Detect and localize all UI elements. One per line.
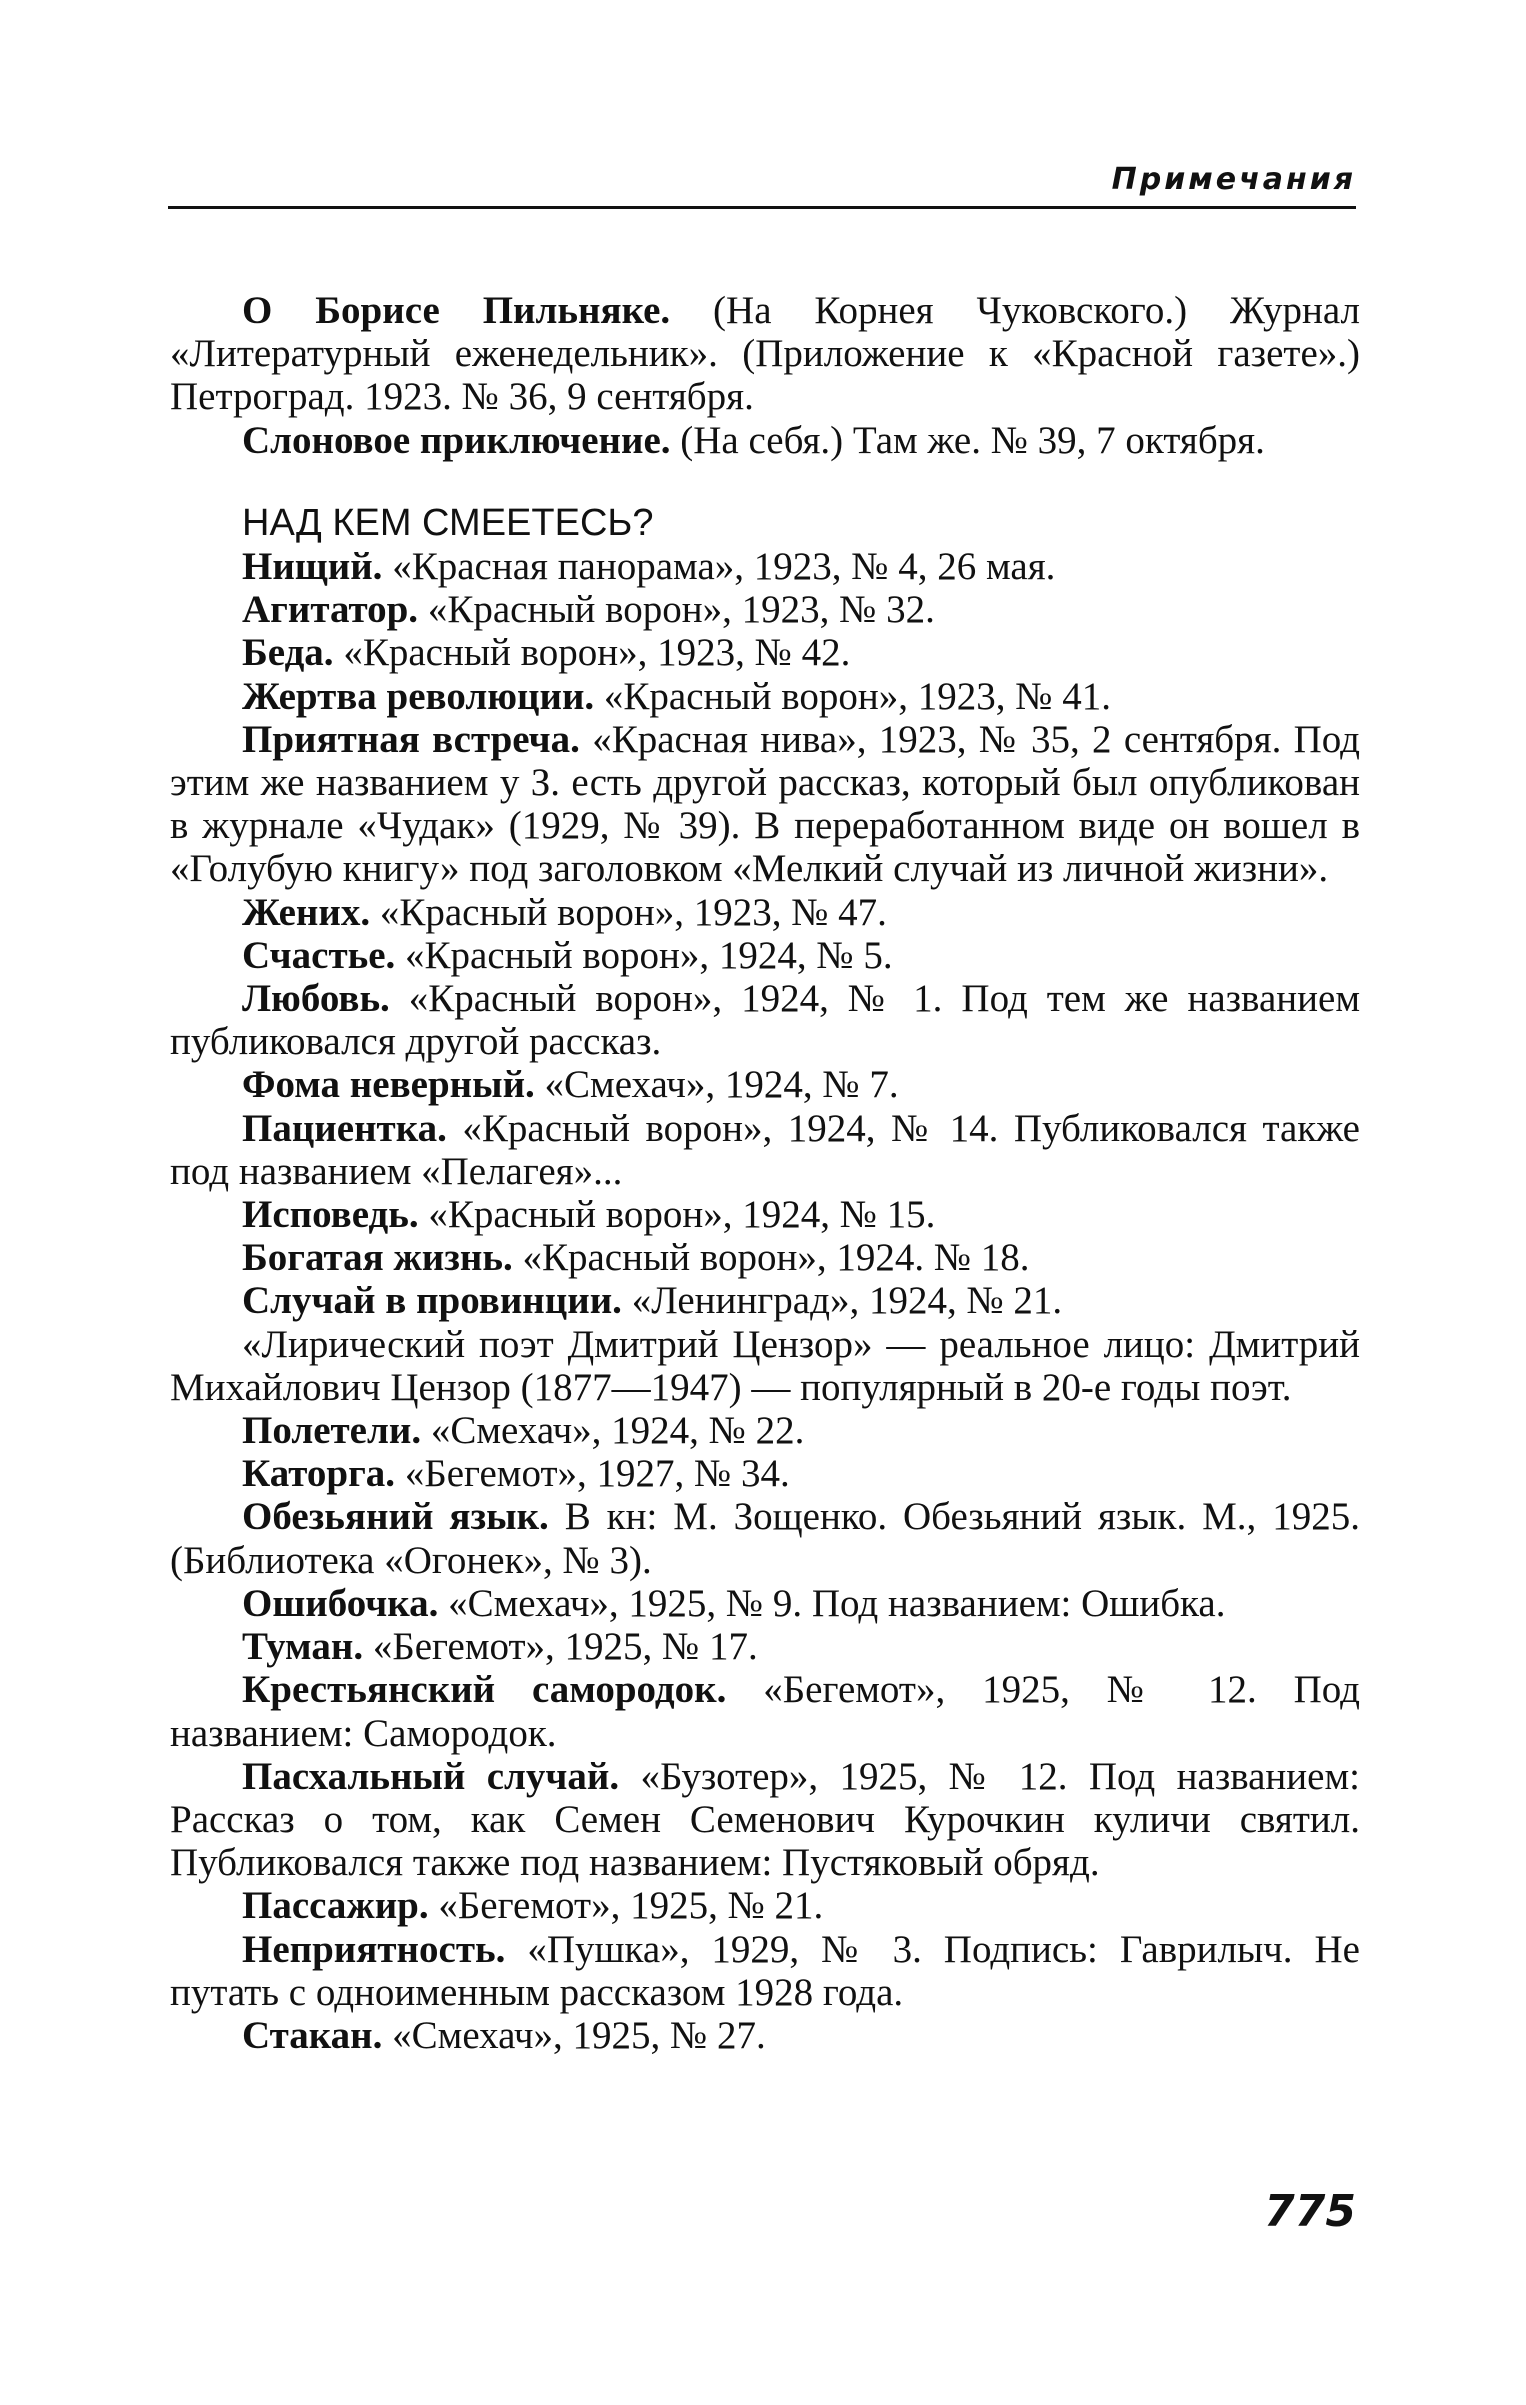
note-text: «Смехач», 1924, № 7. xyxy=(534,1063,899,1107)
note-entry xyxy=(170,1495,1360,1581)
note-title: Каторга. xyxy=(242,1452,396,1496)
note-text: «Красный ворон», 1924, № 1. Под тем же названием публиковался другой рассказ. xyxy=(170,977,1360,1064)
note-text: «Красная панорама», 1923, № 4, 26 мая. xyxy=(382,545,1056,589)
note-title: Пассажир. xyxy=(242,1884,429,1928)
note-entry xyxy=(170,1668,1360,1754)
note-title: Полетели. xyxy=(242,1409,422,1453)
note-text: «Красный ворон», 1923, № 41. xyxy=(594,674,1111,718)
note-title: Случай в провинции. xyxy=(242,1279,622,1323)
page-number: 775 xyxy=(1264,2186,1356,2237)
note-entry xyxy=(170,1928,1360,2014)
note-title: Агитатор. xyxy=(242,588,419,632)
note-title: Счастье. xyxy=(242,933,396,977)
note-entry xyxy=(170,1063,1360,1106)
note-text: «Бегемот», 1925, № 21. xyxy=(428,1884,824,1928)
note-title: Фома неверный. xyxy=(242,1063,535,1107)
notes-body xyxy=(170,289,1360,2057)
note-entry xyxy=(170,1452,1360,1495)
note-text: «Красный ворон», 1923, № 32. xyxy=(418,588,935,632)
note-text: «Красный ворон», 1924, № 5. xyxy=(395,933,893,977)
note-entry xyxy=(170,977,1360,1063)
note-text: «Бегемот», 1927, № 34. xyxy=(395,1452,790,1496)
note-entry xyxy=(170,419,1360,462)
note-text: «Бегемот», 1925, № 12. Под названием: Самородок. xyxy=(170,1668,1360,1755)
note-entry xyxy=(170,631,1360,674)
note-entry xyxy=(170,1409,1360,1452)
note-entry xyxy=(170,1884,1360,1927)
note-title: Пасхальный случай. xyxy=(242,1754,620,1798)
note-entry xyxy=(170,2014,1360,2057)
note-title: Беда. xyxy=(242,631,334,675)
note-title: Приятная встреча. xyxy=(242,717,580,761)
note-title: Стакан. xyxy=(242,2013,383,2057)
note-entry xyxy=(170,1193,1360,1236)
note-title: Обезьяний язык. xyxy=(242,1495,549,1539)
running-header xyxy=(168,160,1356,209)
note-entry xyxy=(170,891,1360,934)
note-entry xyxy=(170,1582,1360,1625)
note-title: Жертва революции. xyxy=(242,674,595,718)
note-text: «Смехач», 1925, № 27. xyxy=(382,2013,766,2057)
note-entry xyxy=(170,588,1360,631)
note-entry xyxy=(170,545,1360,588)
note-title: Пациентка. xyxy=(242,1106,447,1150)
note-text: «Красный ворон», 1924. № 18. xyxy=(512,1236,1030,1280)
note-title: Богатая жизнь. xyxy=(242,1236,513,1280)
note-entry xyxy=(170,718,1360,891)
note-text: «Бегемот», 1925, № 17. xyxy=(363,1625,758,1669)
note-text: «Красный ворон», 1923, № 42. xyxy=(333,631,851,675)
note-text: «Ленинград», 1924, № 21. xyxy=(621,1279,1063,1323)
note-entry xyxy=(170,1323,1360,1409)
note-text: «Пушка», 1929, № 3. Подпись: Гаврилыч. Не путать с одноименным рассказом 1928 года. xyxy=(170,1927,1360,2014)
note-title: Любовь. xyxy=(242,977,390,1021)
note-text: «Красный ворон», 1923, № 47. xyxy=(370,890,887,934)
note-entry xyxy=(170,675,1360,718)
note-title: Нищий. xyxy=(242,545,383,589)
section-heading: НАД КЕМ СМЕЕТЕСЬ? xyxy=(242,501,654,544)
note-text: «Бузотер», 1925, № 12. Под названием: Рассказ о том, как Семен Семенович Курочкин куличи святил. Публиковался также под названием: Пустяковый обряд. xyxy=(170,1754,1360,1885)
note-text: «Красный ворон», 1924, № 14. Публиковался также под названием «Пелагея»... xyxy=(170,1106,1360,1193)
note-text: В кн: М. Зощенко. Обезьяний язык. М., 1925. (Библиотека «Огонек», № 3). xyxy=(170,1495,1360,1582)
note-entry xyxy=(170,289,1360,419)
note-entry xyxy=(170,1279,1360,1322)
note-title: Крестьянский самородок. xyxy=(242,1668,727,1712)
note-entry xyxy=(170,934,1360,977)
note-title: Исповедь. xyxy=(242,1193,419,1237)
note-text: «Красная нива», 1923, № 35, 2 сентября. Под этим же названием у З. есть другой рассказ, который был опубликован в журнале «Чудак» (1929, № 39). В переработанном виде он вошел в «Голубую книгу» под заголовком «Мелкий случай из личной жизни». xyxy=(170,717,1361,891)
note-text: «Смехач», 1925, № 9. Под названием: Ошибка. xyxy=(438,1581,1226,1625)
note-entry xyxy=(170,1236,1360,1279)
note-entry xyxy=(170,1755,1360,1885)
note-entry xyxy=(170,1107,1360,1193)
note-title: Слоновое приключение. xyxy=(242,418,671,462)
note-title: Жених. xyxy=(242,890,371,934)
note-entry xyxy=(170,1625,1360,1668)
note-title: Ошибочка. xyxy=(242,1581,439,1625)
note-title: О Борисе Пильняке. xyxy=(242,289,671,332)
note-text: «Красный ворон», 1924, № 15. xyxy=(418,1193,936,1237)
running-header-title: Примечания xyxy=(1111,162,1356,197)
note-title: Неприятность. xyxy=(242,1927,506,1971)
note-text: (На себя.) Там же. № 39, 7 октября. xyxy=(670,418,1265,462)
note-text: «Смехач», 1924, № 22. xyxy=(421,1409,805,1453)
note-title: Туман. xyxy=(242,1625,364,1669)
note-text: «Лирический поэт Дмитрий Цензор» — реальное лицо: Дмитрий Михайлович Цензор (1877—1947) — популярный в 20-е годы поэт. xyxy=(170,1322,1360,1409)
note-text: (На Корнея Чуковского.) Журнал «Литературный еженедельник». (Приложение к «Красной газете».) Петроград. 1923. № 36, 9 сентября. xyxy=(170,289,1360,419)
